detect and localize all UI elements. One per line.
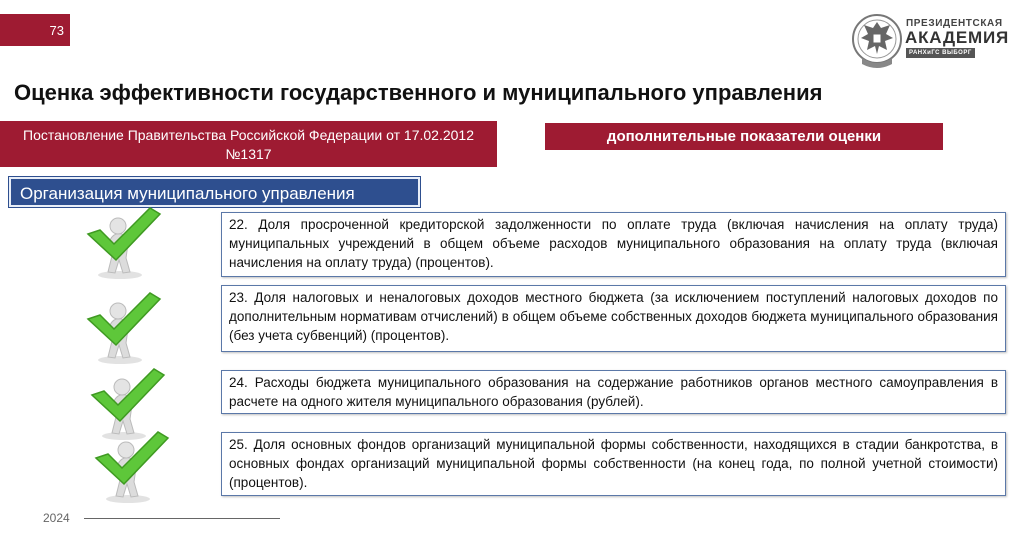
indicator-24 [221, 370, 1006, 414]
page-title: Оценка эффективности государственного и муниципального управления [14, 80, 823, 105]
extra-indicators-banner [545, 123, 943, 150]
logo-sub: РАНХиГС ВЫБОРГ [906, 48, 975, 58]
extra-indicators-text: дополнительные показатели оценки [606, 128, 882, 145]
section-heading [9, 177, 420, 207]
indicator-text: 22. Доля просроченной кредиторской задолженности по оплате труда (включая начисления на оплату труда) муниципальных учреждений в общем объеме расходов муниципального образования на оплату труда (включая начисления на оплату труда) (процентов). [229, 217, 998, 270]
resolution-text: Постановление Правительства Российской Федерации от 17.02.2012 №1317 [23, 127, 474, 162]
indicator-text: 25. Доля основных фондов организаций муниципальной формы собственности, находящихся в стадии банкротства, в основных фондах организаций муниципальной формы собственности (на конец года, по полной учетной стоимости) (процентов). [229, 437, 998, 490]
indicator-22 [221, 212, 1006, 277]
indicator-23 [221, 285, 1006, 352]
eagle-emblem-icon [850, 10, 904, 72]
person-checkmark-icon [80, 289, 166, 365]
logo-line2: АКАДЕМИЯ [905, 28, 1010, 47]
academy-logo [850, 10, 1010, 74]
indicator-text: 23. Доля налоговых и неналоговых доходов местного бюджета (за исключением поступлений налоговых доходов по дополнительным нормативам отчислений) в общем объеме собственных доходов бюджета муниципального образования (без учета субвенций) (процентов). [229, 290, 998, 343]
person-checkmark-icon [88, 428, 174, 504]
slide-number-badge [0, 14, 70, 46]
footer-year: 2024 [43, 511, 70, 525]
indicator-text: 24. Расходы бюджета муниципального образования на содержание работников органов местного самоуправления в расчете на одного жителя муниципального образования (рублей). [229, 375, 998, 409]
slide-number: 73 [49, 23, 64, 38]
logo-line1: ПРЕЗИДЕНТСКАЯ [906, 18, 1003, 29]
footer-divider [84, 518, 280, 519]
section-heading-text: Организация муниципального управления [20, 184, 355, 203]
person-checkmark-icon [80, 204, 166, 280]
resolution-banner [0, 121, 497, 167]
indicator-25 [221, 432, 1006, 496]
